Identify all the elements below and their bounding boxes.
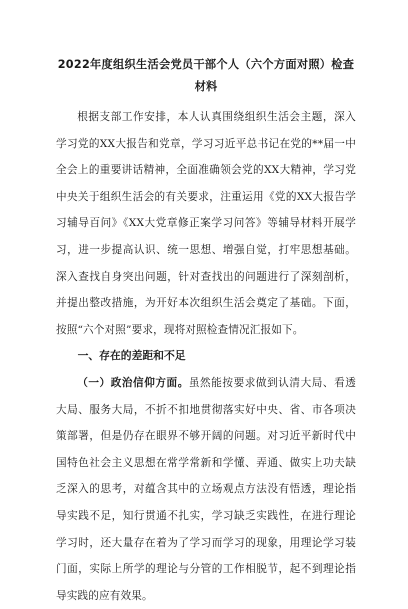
subsection-paragraph (56, 370, 356, 609)
subsection-lead: （一）政治信仰方面。 (77, 376, 189, 389)
document-title: 2022年度组织生活会党员干部个人（六个方面对照）检查 (57, 58, 355, 71)
intro-paragraph: 根据支部工作安排，本人认真围绕组织生活会主题，深入学习党的XX大报告和党章，学习习近平总书记在党的**届一中全会上的重要讲话精神，全面准确领会党的XX大精神，学习党中央关于组织生活会的有关要求，注重运用《党的XX大报告学习辅导百问》《XX大党章修正案学习问答》等辅导材料开展学习，进一步提高认识、统一思想、增强自觉，打牢思想基础。深入查找自身突出问题，针对查找出的问题进行了深刻剖析，并提出整改措施，为开好本次组织生活会奠定了基础。下面，按照“六个对照”要求，现将对照检查情况汇报如下。 (56, 111, 356, 336)
subsection-text: 虽然能按要求做到认清大局、看透大局、服务大局，不折不扣地贯彻落实好中央、省、市各项决策部署，但是仍存在眼界不够开阔的问题。对习近平新时代中国特色社会主义思想在常学常新和学懂、弄通、做实上功夫缺乏深入的思考，对蕴含其中的立场观点方法没有悟透，理论指导实践不足，知行贯通不扎实，学习缺乏实践性，在进行理论学习时，还大量存在着为了学习而学习的现象，用理论学习装门面，实际上所学的理论与分管的工作相脱节，起不到理论指导实践的应有效果。 (56, 376, 357, 602)
document-page (56, 54, 356, 609)
document-title-continued: 材料 (194, 80, 218, 93)
section-heading: 一、存在的差距和不足 (77, 349, 186, 363)
